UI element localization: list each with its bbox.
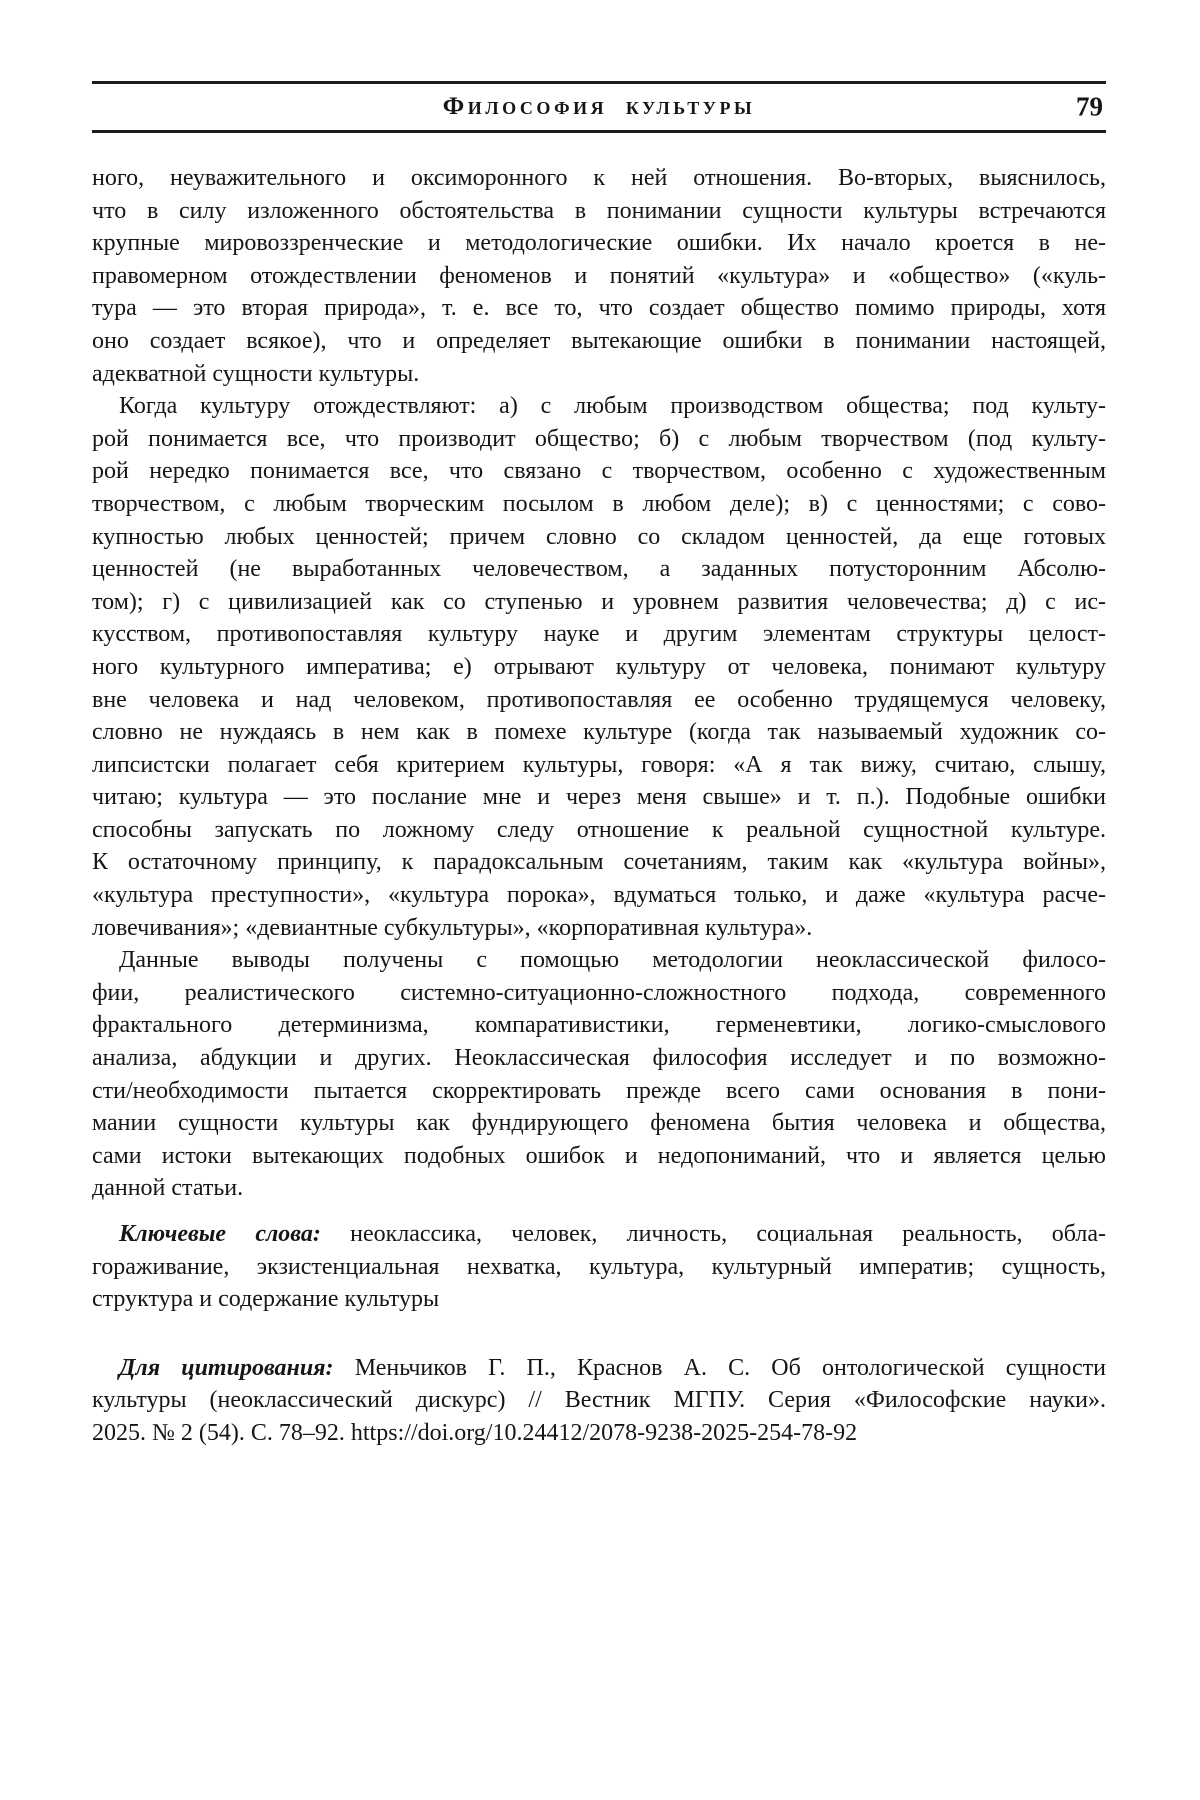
paragraph-methodology [92, 944, 1106, 1205]
section-title: Философия культуры [442, 93, 756, 120]
text-line: творчеством, с любым творческим посылом в любом деле); в) с ценностями; с сово- [92, 490, 1106, 517]
citation-lead-label: Для цитирования: [119, 1354, 334, 1381]
text-line: «культура преступности», «культура порока», вдуматься только, и даже «культура расче- [92, 882, 1106, 909]
page-header [92, 81, 1106, 133]
text-line: структура и содержание культуры [92, 1286, 440, 1313]
text-line: правомерном отождествлении феноменов и понятий «культура» и «общество» («куль- [92, 262, 1106, 289]
text-line: словно не нуждаясь в нем как в помехе культуре (когда так называемый художник со- [92, 719, 1106, 746]
text-line: данной статьи. [92, 1175, 244, 1202]
text-line: Данные выводы получены с помощью методологии неоклассической филосо- [119, 947, 1106, 974]
doi-link[interactable]: https://doi.org/10.24412/2078-9238-2025-254-78-92 [350, 1419, 858, 1446]
keywords-lead-label: Ключевые слова: [119, 1221, 321, 1247]
text-line: К остаточному принципу, к парадоксальным сочетаниям, таким как «культура войны», [92, 849, 1106, 876]
text-line: фрактального детерминизма, компаративистики, герменевтики, логико-смыслового [92, 1012, 1106, 1039]
text-line: ного, неуважительного и оксиморонного к ней отношения. Во-вторых, выяснилось, [92, 165, 1106, 191]
text-line: гораживание, экзистенциальная нехватка, культура, культурный императив; сущность, [92, 1253, 1106, 1280]
text-line: сти/необходимости пытается скорректировать прежде всего сами основания в пони- [92, 1077, 1106, 1104]
text-line: культуры (неоклассический дискурс) // Вестник МГПУ. Серия «Философские науки». [92, 1387, 1106, 1414]
text-line: сами истоки вытекающих подобных ошибок и недопониманий, что и является целью [92, 1142, 1106, 1169]
text-line: оно создает всякое), что и определяет вытекающие ошибки в понимании настоящей, [92, 327, 1106, 354]
text-line: фии, реалистического системно-ситуационно-сложностного подхода, современного [92, 979, 1106, 1006]
text-line: ловечивания»; «девиантные субкультуры», «корпоративная культура». [92, 914, 813, 941]
paragraph-identifications [92, 390, 1106, 944]
citation [92, 1352, 1106, 1450]
text-line: Ключевые слова: неоклассика, человек, личность, социальная реальность, обла- [119, 1221, 1106, 1247]
text-line: тура — это вторая природа», т. е. все то, что создает общество помимо природы, хотя [92, 295, 1106, 322]
text-line: способны запускать по ложному следу отношение к реальной сущностной культуре. [92, 816, 1106, 843]
text-line: вне человека и над человеком, противопоставляя ее особенно трудящемуся человеку, [92, 686, 1106, 713]
text-line: адекватной сущности культуры. [92, 360, 420, 387]
text-line: кусством, противопоставляя культуру науке и другим элементам структуры целост- [92, 621, 1106, 648]
text-line: купностью любых ценностей; причем словно со складом ценностей, да еще готовых [92, 523, 1106, 550]
body-text [92, 162, 1106, 1450]
text-line: что в силу изложенного обстоятельства в понимании сущности культуры встречаются [92, 197, 1106, 224]
text-line: ного культурного императива; е) отрывают культуру от человека, понимают культуру [92, 653, 1106, 680]
text-line: анализа, абдукции и других. Неоклассическая философия исследует и по возможно- [92, 1045, 1106, 1072]
text-line: мании сущности культуры как фундирующего феномена бытия человека и общества, [92, 1110, 1106, 1137]
text-line: читаю; культура — это послание мне и через меня свыше» и т. п.). Подобные ошибки [92, 784, 1106, 811]
text-line: том); г) с цивилизацией как со ступенью и уровнем развития человечества; д) с ис- [92, 588, 1106, 615]
text-line: рой понимается все, что производит общество; б) с любым творчеством (под культу- [92, 425, 1106, 452]
text-line: Когда культуру отождествляют: а) с любым производством общества; под культу- [119, 393, 1106, 420]
text-line: Для цитирования: Меньчиков Г. П., Краснов А. С. Об онтологической сущности [119, 1354, 1106, 1381]
text-line: крупные мировоззренческие и методологические ошибки. Их начало кроется в не- [92, 230, 1106, 257]
paragraph-continuation [92, 162, 1106, 390]
text-line: 2025. № 2 (54). С. 78–92. https://doi.org/10.24412/2078-9238-2025-254-78-92 [92, 1419, 858, 1446]
keywords [92, 1218, 1106, 1316]
page-number: 79 [1076, 91, 1103, 122]
text-line: ценностей (не выработанных человечеством, а заданных потусторонним Абсолю- [92, 556, 1106, 583]
text-line: рой нередко понимается все, что связано с творчеством, особенно с художественным [92, 458, 1106, 485]
text-line: липсистски полагает себя критерием культуры, говоря: «А я так вижу, считаю, слышу, [92, 751, 1106, 778]
